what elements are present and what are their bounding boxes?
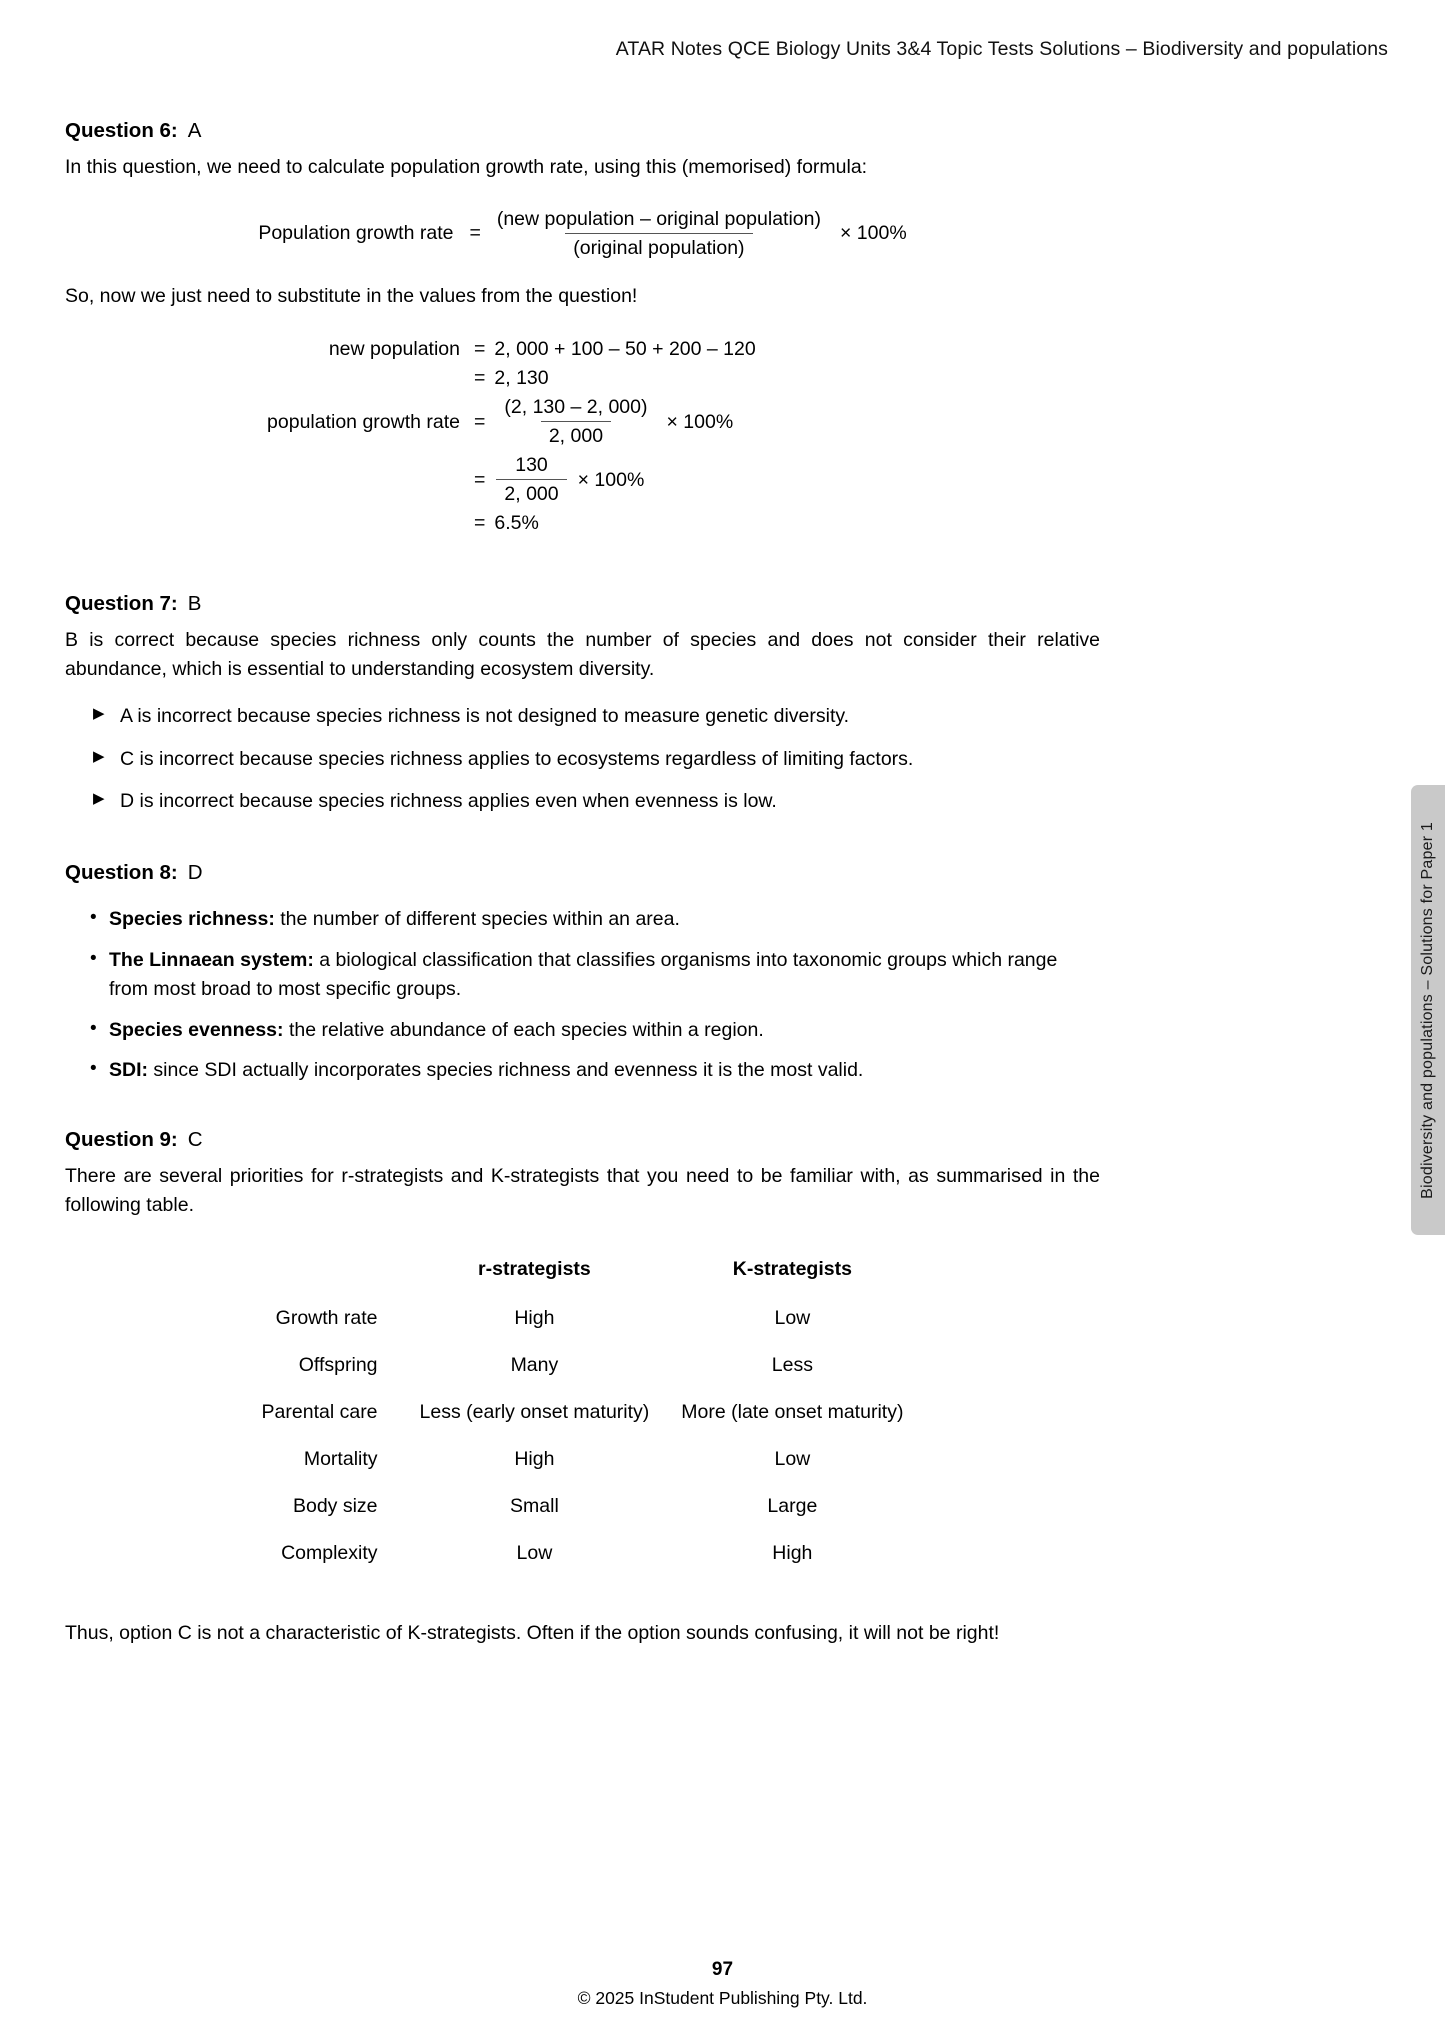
table-row-label: Body size xyxy=(292,1494,378,1517)
list-item-term: The Linnaean system: xyxy=(109,948,314,971)
question-8-block xyxy=(65,860,1100,1085)
list-item-text: the relative abundance of each species within a region. xyxy=(283,1018,764,1041)
list-item xyxy=(65,702,1100,731)
question-9-closing: Thus, option C is not a characteristic of K-strategists. Often if the option sounds confusing, it will not be right! xyxy=(65,1621,1000,1644)
working-line-2 xyxy=(65,367,1100,390)
question-9-block xyxy=(65,1127,1100,1647)
working-line-4-numerator: 130 xyxy=(515,454,548,477)
working-line-5-rhs: 6.5% xyxy=(494,512,539,535)
table-cell-k: High xyxy=(772,1541,813,1564)
question-7-block xyxy=(65,591,1100,816)
list-item xyxy=(65,787,1100,816)
list-item-term: Species richness: xyxy=(109,907,275,930)
question-8-label: Question 8: xyxy=(65,861,178,885)
table-cell-k: Large xyxy=(767,1494,818,1517)
table-row-label: Complexity xyxy=(281,1541,378,1564)
question-6-substitute-text: So, now we just need to substitute in the values from the question! xyxy=(65,284,638,307)
table-row-label: Mortality xyxy=(303,1447,378,1470)
table-row xyxy=(246,1389,920,1436)
table-cell-r: Low xyxy=(516,1541,553,1564)
table-cell-r: High xyxy=(514,1447,555,1470)
table-row xyxy=(246,1436,920,1483)
formula-fraction xyxy=(489,208,829,260)
formula-tail: × 100% xyxy=(839,222,907,244)
dot-bullet-icon: • xyxy=(90,906,97,928)
list-item-text: A is incorrect because species richness is not designed to measure genetic diversity. xyxy=(120,704,850,727)
formula-lhs: Population growth rate xyxy=(258,222,454,244)
question-6-answer: A xyxy=(187,119,202,142)
dot-bullet-icon: • xyxy=(90,1017,97,1039)
triangle-bullet-icon: ▶ xyxy=(93,747,105,765)
table-body xyxy=(246,1295,920,1577)
table-cell-r: Many xyxy=(510,1353,559,1376)
working-line-2-equals: = xyxy=(474,367,486,390)
question-8-answer: D xyxy=(187,861,203,885)
r-k-strategists-table xyxy=(246,1246,920,1577)
working-line-3-equals: = xyxy=(474,410,486,433)
question-9-label: Question 9: xyxy=(65,1128,178,1152)
question-6-label: Question 6: xyxy=(65,119,178,142)
table-corner-cell xyxy=(246,1246,404,1295)
question-6-block xyxy=(65,118,1100,535)
working-line-2-rhs: 2, 130 xyxy=(494,367,549,390)
list-item-term: SDI: xyxy=(109,1059,148,1082)
working-line-4 xyxy=(65,454,1100,506)
table-cell-k: Low xyxy=(774,1306,811,1329)
question-7-label: Question 7: xyxy=(65,592,178,616)
population-growth-formula xyxy=(65,208,1100,260)
question-6-intro: In this question, we need to calculate population growth rate, using this (memorised) formula: xyxy=(65,155,868,178)
side-tab-label: Biodiversity and populations – Solutions for Paper 1 xyxy=(1419,821,1436,1199)
question-6-heading xyxy=(65,118,1100,145)
working-line-3-fraction xyxy=(496,396,655,448)
document-content xyxy=(65,118,1100,1651)
formula-numerator: (new population – original population) xyxy=(496,207,821,230)
list-item-text: D is incorrect because species richness applies even when evenness is low. xyxy=(120,790,777,813)
table-row-label: Growth rate xyxy=(275,1306,378,1329)
dot-bullet-icon: • xyxy=(90,1058,97,1080)
table-header xyxy=(246,1246,920,1295)
page-footer xyxy=(0,1959,1445,2009)
list-item-text: C is incorrect because species richness applies to ecosystems regardless of limiting factors. xyxy=(120,747,914,770)
dot-bullet-icon: • xyxy=(90,947,97,969)
list-item xyxy=(65,1056,1100,1085)
question-9-intro: There are several priorities for r-strategists and K-strategists that you need to be familiar with, as summarised in the following table. xyxy=(65,1164,1100,1216)
working-line-4-denominator: 2, 000 xyxy=(496,479,566,506)
question-8-heading xyxy=(65,860,1100,887)
table-row xyxy=(246,1530,920,1577)
section-side-tab xyxy=(1411,785,1445,1235)
working-line-1-rhs: 2, 000 + 100 – 50 + 200 – 120 xyxy=(494,338,756,361)
list-item xyxy=(65,905,1100,934)
table-cell-k: More (late onset maturity) xyxy=(681,1400,904,1423)
table-row xyxy=(246,1295,920,1342)
question-9-heading xyxy=(65,1127,1100,1154)
table-cell-r: Less (early onset maturity) xyxy=(419,1400,650,1423)
working-line-1 xyxy=(65,338,1100,361)
list-item-text: since SDI actually incorporates species richness and evenness it is the most valid. xyxy=(148,1059,864,1082)
copyright-notice: © 2025 InStudent Publishing Pty. Ltd. xyxy=(577,1988,868,2008)
list-item xyxy=(65,745,1100,774)
working-line-4-fraction xyxy=(496,454,566,506)
table-cell-r: Small xyxy=(510,1494,559,1517)
list-item xyxy=(65,1016,1100,1045)
question-6-working xyxy=(65,338,1100,535)
working-line-3-lhs: population growth rate xyxy=(267,410,460,433)
table-row-label: Parental care xyxy=(261,1400,378,1423)
formula-denominator: (original population) xyxy=(565,233,752,260)
question-7-body: B is correct because species richness only counts the number of species and does not consider their relative abundance, which is essential to understanding ecosystem diversity. xyxy=(65,629,1100,680)
table-cell-r: High xyxy=(514,1306,555,1329)
working-line-3-denominator: 2, 000 xyxy=(541,421,611,448)
list-item-term: Species evenness: xyxy=(109,1018,284,1041)
table-header-row xyxy=(246,1246,920,1295)
triangle-bullet-icon: ▶ xyxy=(93,704,105,722)
question-7-bullet-list xyxy=(65,702,1100,817)
list-item-text: a biological classification that classifies organisms into taxonomic groups which range from most broad to most specific groups. xyxy=(109,948,1058,1000)
table-column-header-k: K-strategists xyxy=(732,1257,852,1280)
question-7-answer: B xyxy=(187,592,202,616)
table-row xyxy=(246,1342,920,1389)
question-8-bullet-list xyxy=(65,905,1100,1085)
working-line-3-tail: × 100% xyxy=(666,410,734,433)
triangle-bullet-icon: ▶ xyxy=(93,790,105,808)
list-item-text: the number of different species within an area. xyxy=(274,907,680,930)
working-line-3 xyxy=(65,396,1100,448)
table-cell-k: Less xyxy=(771,1353,813,1376)
table-row xyxy=(246,1483,920,1530)
header-title: ATAR Notes QCE Biology Units 3&4 Topic Tests Solutions – Biodiversity and populations xyxy=(615,38,1388,60)
table-column-header-r: r-strategists xyxy=(478,1257,591,1280)
question-9-answer: C xyxy=(187,1128,203,1152)
working-line-3-numerator: (2, 130 – 2, 000) xyxy=(504,396,648,419)
working-line-4-equals: = xyxy=(474,468,486,491)
table-row-label: Offspring xyxy=(298,1353,378,1376)
page-number: 97 xyxy=(711,1959,734,1980)
working-line-5-equals: = xyxy=(474,512,486,535)
page-header xyxy=(0,38,1388,61)
table-cell-k: Low xyxy=(774,1447,811,1470)
list-item xyxy=(65,946,1100,1004)
working-line-5 xyxy=(65,512,1100,535)
working-line-4-tail: × 100% xyxy=(577,468,645,491)
working-line-1-lhs: new population xyxy=(328,338,460,361)
formula-equals: = xyxy=(469,222,481,244)
working-line-1-equals: = xyxy=(474,338,486,361)
question-7-heading xyxy=(65,591,1100,618)
